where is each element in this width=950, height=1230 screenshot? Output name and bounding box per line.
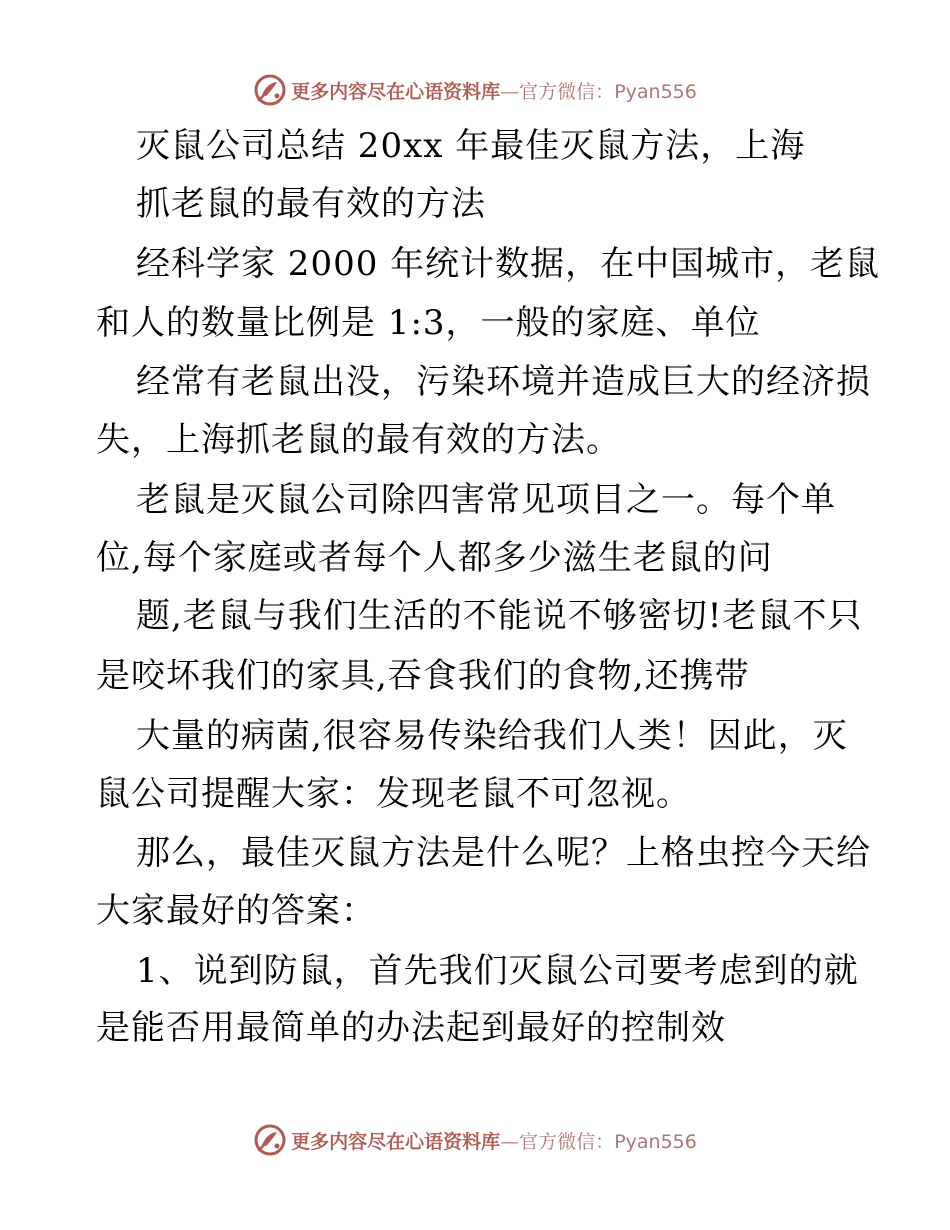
paragraph-line: 失，上海抓老鼠的最有效的方法。	[96, 420, 621, 460]
watermark-site-text: 更多内容尽在心语资料库	[291, 80, 501, 103]
watermark-wechat-id: Pyan556	[614, 1130, 697, 1153]
watermark-separator: —	[500, 80, 520, 103]
paragraph-line: 题,老鼠与我们生活的不能说不够密切!老鼠不只	[136, 596, 863, 636]
watermark-text	[291, 77, 697, 104]
document-title-line-2: 抓老鼠的最有效的方法	[136, 184, 486, 224]
paragraph-line: 位,每个家庭或者每个人都多少滋生老鼠的问	[96, 538, 773, 578]
watermark-text	[291, 1127, 697, 1154]
hand-pen-logo-icon	[253, 73, 287, 107]
watermark-site-text: 更多内容尽在心语资料库	[291, 1130, 501, 1153]
paragraph-line: 和人的数量比例是 1:3，一般的家庭、单位	[96, 303, 761, 343]
footer-watermark	[0, 1122, 950, 1158]
hand-pen-logo-icon	[253, 1123, 287, 1157]
watermark-separator: —	[500, 1130, 520, 1153]
watermark-wechat-label: 官方微信：	[519, 80, 615, 103]
paragraph-line: 是能否用最简单的办法起到最好的控制效	[96, 1008, 726, 1048]
watermark-wechat-label: 官方微信：	[519, 1130, 615, 1153]
paragraph-line: 那么，最佳灭鼠方法是什么呢？上格虫控今天给	[136, 833, 871, 873]
paragraph-line: 1、说到防鼠，首先我们灭鼠公司要考虑到的就	[136, 951, 859, 991]
paragraph-line: 老鼠是灭鼠公司除四害常见项目之一。每个单	[136, 480, 836, 520]
document-title-line-1: 灭鼠公司总结 20xx 年最佳灭鼠方法，上海	[136, 126, 806, 166]
paragraph-line: 经常有老鼠出没，污染环境并造成巨大的经济损	[136, 362, 871, 402]
header-watermark	[0, 72, 950, 108]
paragraph-line: 鼠公司提醒大家：发现老鼠不可忽视。	[96, 774, 691, 814]
watermark-wechat-id: Pyan556	[614, 80, 697, 103]
paragraph-line: 大家最好的答案：	[96, 891, 376, 931]
paragraph-line: 经科学家 2000 年统计数据，在中国城市，老鼠	[136, 244, 881, 284]
paragraph-line: 大量的病菌,很容易传染给我们人类！因此，灭	[136, 716, 848, 756]
paragraph-line: 是咬坏我们的家具,吞食我们的食物,还携带	[96, 656, 750, 696]
